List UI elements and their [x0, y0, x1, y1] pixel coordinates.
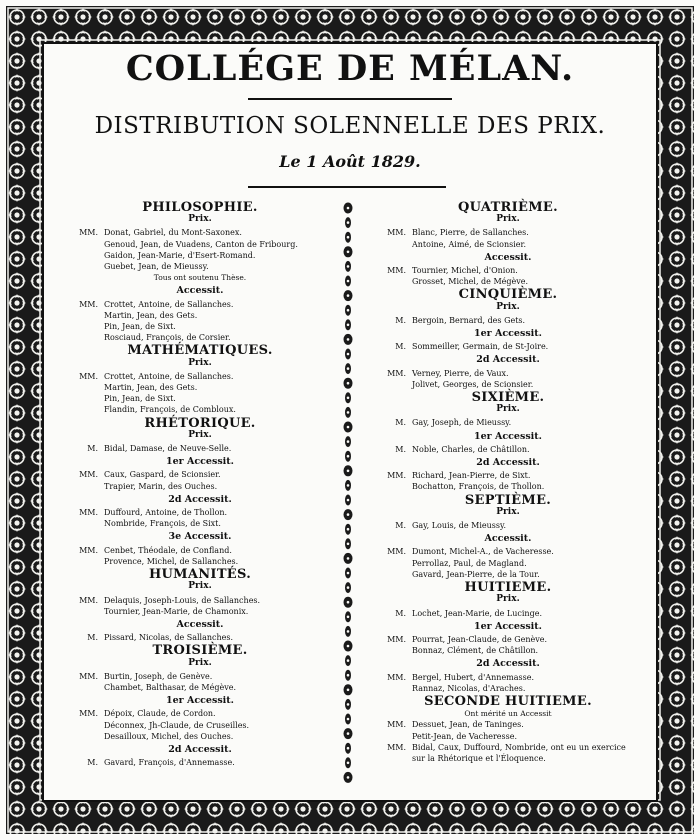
laureate-name: Gavard, Jean-Pierre, de la Tour. — [412, 569, 540, 579]
laureate-entry — [378, 520, 638, 531]
award-label: 2d Accessit. — [476, 658, 540, 670]
section-heading: HUMANITÉS. — [148, 567, 252, 583]
laureate-entry — [378, 569, 638, 580]
laureate-name: Dessuet, Jean, de Taninges. — [412, 720, 524, 730]
laureate-name: Bergoin, Bernard, des Gets. — [412, 315, 526, 325]
award-label: 1er Accessit. — [166, 456, 234, 468]
honorific — [378, 731, 412, 742]
award-label: Prix. — [188, 581, 212, 592]
award-label: 2d Accessit. — [476, 354, 540, 366]
divider-bead-dot — [347, 221, 350, 224]
section-heading: HUITIEME. — [464, 580, 552, 596]
honorific: MM. — [79, 709, 98, 719]
award-label: Prix. — [496, 214, 520, 225]
honorific — [378, 558, 412, 569]
divider-bead-dot — [347, 251, 350, 254]
honorific: MM. — [79, 508, 98, 518]
divider-bead-dot — [347, 630, 350, 633]
honorific: MM. — [387, 672, 406, 682]
laureate-entry — [70, 299, 330, 310]
honorific — [378, 481, 412, 492]
honorific: M. — [395, 418, 406, 428]
honorific: M. — [87, 633, 98, 643]
honorific — [70, 393, 104, 404]
divider-bead-dot — [347, 762, 350, 765]
laureate-entry — [378, 379, 638, 390]
honorific — [70, 606, 104, 617]
award-label: 3e Accessit. — [168, 531, 232, 543]
laureate-name: Petit-Jean, de Vacheresse. — [412, 731, 518, 741]
laureate-name: Desailloux, Michel, des Ouches. — [104, 731, 234, 741]
divider-bead-dot — [347, 397, 350, 400]
laureate-name: Genoud, Jean, de Vuadens, Canton de Fribourg. — [104, 239, 298, 249]
laureate-entry — [70, 239, 330, 250]
honorific — [70, 239, 104, 250]
laureate-name: Flandin, François, de Combloux. — [104, 405, 236, 415]
honorific: M. — [395, 444, 406, 454]
laureate-entry — [378, 672, 638, 683]
honorific — [70, 332, 104, 343]
honorific: MM. — [79, 470, 98, 480]
honorific: M. — [395, 608, 406, 618]
laureate-entry — [70, 731, 330, 742]
left-column — [70, 200, 330, 768]
honorific: MM. — [79, 371, 98, 381]
laureate-name: Crottet, Antoine, de Sallanches. — [104, 371, 234, 381]
laureate-name: Gay, Louis, de Mieussy. — [412, 521, 506, 531]
laureate-entry — [70, 469, 330, 480]
divider-bead-dot — [347, 470, 350, 473]
divider-bead-dot — [347, 732, 350, 735]
laureate-entry — [70, 310, 330, 321]
laureate-entry — [378, 315, 638, 326]
laureate-entry — [378, 444, 638, 455]
laureate-name: Martin, Jean, des Gets. — [104, 383, 198, 393]
award-label: Prix. — [496, 404, 520, 415]
laureate-entry — [70, 321, 330, 332]
laureate-name: Provence, Michel, de Sallanches. — [104, 556, 239, 566]
honorific — [378, 645, 412, 656]
divider-bead-dot — [347, 513, 350, 516]
divider-bead-dot — [347, 382, 350, 385]
laureate-name: Richard, Jean-Pierre, de Sixt. — [412, 471, 531, 481]
laureate-entry — [378, 368, 638, 379]
award-label: Prix. — [188, 357, 212, 368]
date-rule — [248, 186, 446, 188]
divider-bead-dot — [347, 572, 350, 575]
title-rule — [248, 98, 452, 100]
divider-bead-dot — [347, 440, 350, 443]
divider-bead-dot — [347, 411, 350, 414]
laureate-name: Pin, Jean, de Sixt. — [104, 394, 176, 404]
date-line — [0, 152, 700, 171]
divider-bead-dot — [347, 674, 350, 677]
laureate-entry — [378, 239, 638, 250]
laureate-name: Nombride, François, de Sixt. — [104, 519, 221, 529]
laureate-entry — [70, 227, 330, 238]
laureate-entry — [70, 545, 330, 556]
honorific — [70, 682, 104, 693]
laureate-name: Pourrat, Jean-Claude, de Genève. — [412, 634, 548, 644]
honorific — [378, 239, 412, 250]
laureate-name: Cenbet, Théodale, de Confland. — [104, 545, 232, 555]
award-label: Prix. — [496, 506, 520, 517]
divider-bead-dot — [347, 776, 350, 779]
divider-bead-dot — [347, 557, 350, 560]
column-divider-icon — [340, 200, 356, 790]
award-note: Tous ont soutenu Thèse. — [153, 273, 247, 283]
divider-bead-dot — [347, 426, 350, 429]
honorific: MM. — [387, 228, 406, 238]
honorific: M. — [87, 758, 98, 768]
laureate-entry — [70, 382, 330, 393]
laureate-name: Lochet, Jean-Marie, de Lucinge. — [412, 608, 542, 618]
laureate-name: Perrollaz, Paul, de Magland. — [412, 558, 527, 568]
laureate-name: Gay, Joseph, de Mieussy. — [412, 418, 512, 428]
laureate-name: Tournier, Jean-Marie, de Chamonix. — [104, 606, 249, 616]
honorific — [70, 720, 104, 731]
laureate-entry — [378, 276, 638, 287]
laureate-name: Delaquis, Joseph-Louis, de Sallanches. — [104, 595, 261, 605]
honorific — [70, 321, 104, 332]
laureate-entry — [378, 417, 638, 428]
laureate-entry — [70, 671, 330, 682]
laureate-entry — [70, 404, 330, 415]
honorific — [70, 250, 104, 261]
award-label: Prix. — [188, 657, 212, 668]
honorific — [378, 569, 412, 580]
honorific: MM. — [387, 742, 406, 752]
laureate-name: Bidal, Damase, de Neuve-Selle. — [104, 444, 232, 454]
laureate-entry — [70, 556, 330, 567]
laureate-entry — [378, 742, 638, 764]
laureate-entry — [378, 227, 638, 238]
section-heading: PHILOSOPHIE. — [142, 200, 258, 215]
award-label: Prix. — [496, 594, 520, 605]
honorific: MM. — [387, 547, 406, 557]
laureate-entry — [70, 682, 330, 693]
award-label: Prix. — [496, 301, 520, 312]
section-heading: RHÉTORIQUE. — [144, 415, 256, 431]
laureate-name: Bonnaz, Clément, de Châtillon. — [412, 646, 539, 656]
laureate-entry — [70, 371, 330, 382]
honorific: M. — [395, 521, 406, 531]
award-label: Accessit. — [484, 533, 532, 545]
honorific — [378, 379, 412, 390]
laureate-entry — [70, 595, 330, 606]
laureate-entry — [70, 720, 330, 731]
laureate-name: Antoine, Aimé, de Scionsier. — [412, 239, 527, 249]
laureate-name: Donat, Gabriel, du Mont-Saxonex. — [104, 228, 242, 238]
laureate-entry — [70, 481, 330, 492]
page-subtitle: DISTRIBUTION SOLENNELLE DES PRIX. — [94, 113, 606, 139]
laureate-name: Bidal, Caux, Duffourd, Nombride, ont eu un exercice sur la Rhétorique et l'Éloquence. — [412, 742, 626, 763]
divider-bead-dot — [347, 207, 350, 210]
laureate-name: Tournier, Michel, d'Onion. — [412, 266, 518, 276]
divider-bead-dot — [347, 703, 350, 706]
laureate-entry — [70, 393, 330, 404]
honorific — [378, 276, 412, 287]
laureate-entry — [378, 645, 638, 656]
section-heading: MATHÉMATIQUES. — [127, 343, 273, 359]
divider-bead-dot — [347, 689, 350, 692]
laureate-name: Dépoix, Claude, de Cordon. — [104, 709, 216, 719]
laureate-entry — [70, 443, 330, 454]
award-label: Ont mérité un Accessit — [464, 709, 552, 719]
section-heading: TROISIÈME. — [152, 643, 248, 659]
laureate-entry — [378, 634, 638, 645]
divider-bead-dot — [347, 601, 350, 604]
honorific — [70, 518, 104, 529]
award-label: 2d Accessit. — [168, 493, 232, 505]
laureate-entry — [378, 481, 638, 492]
honorific: MM. — [387, 368, 406, 378]
award-label: Prix. — [188, 429, 212, 440]
divider-bead-dot — [347, 309, 350, 312]
laureate-entry — [70, 332, 330, 343]
laureate-name: Bergel, Hubert, d'Annemasse. — [412, 672, 535, 682]
award-label: Prix. — [188, 214, 212, 225]
award-label: Accessit. — [484, 251, 532, 263]
divider-bead-dot — [347, 280, 350, 283]
divider-bead-dot — [347, 338, 350, 341]
divider-bead-dot — [347, 543, 350, 546]
laureate-entry — [70, 250, 330, 261]
honorific — [70, 310, 104, 321]
laureate-name: Caux, Gaspard, de Scionsier. — [104, 470, 221, 480]
honorific — [70, 382, 104, 393]
honorific — [70, 731, 104, 742]
section-heading: SECONDE HUITIEME. — [424, 693, 592, 709]
laureate-entry — [70, 757, 330, 768]
award-label: 1er Accessit. — [474, 328, 542, 340]
section-heading: SIXIÈME. — [471, 390, 545, 406]
laureate-name: Crottet, Antoine, de Sallanches. — [104, 299, 234, 309]
award-label: 1er Accessit. — [166, 695, 234, 707]
divider-bead-dot — [347, 484, 350, 487]
honorific: MM. — [387, 266, 406, 276]
laureate-name: Blanc, Pierre, de Sallanches. — [412, 228, 529, 238]
laureate-name: Rosciaud, François, de Corsier. — [104, 333, 231, 343]
laureate-name: Chambet, Balthasar, de Mégève. — [104, 682, 237, 692]
divider-bead-dot — [347, 747, 350, 750]
divider-bead-dot — [347, 367, 350, 370]
laureate-name: Grosset, Michel, de Mégève. — [412, 277, 529, 287]
laureate-entry — [70, 507, 330, 518]
honorific: MM. — [387, 634, 406, 644]
divider-bead-dot — [347, 645, 350, 648]
laureate-entry — [378, 608, 638, 619]
laureate-entry — [70, 708, 330, 719]
award-label: Accessit. — [176, 618, 224, 630]
laureate-entry — [378, 546, 638, 557]
laureate-name: Trapier, Marin, des Ouches. — [104, 481, 218, 491]
laureate-entry — [70, 261, 330, 272]
award-label: Accessit. — [176, 285, 224, 297]
right-column — [378, 200, 638, 764]
laureate-name: Rannaz, Nicolas, d'Araches. — [412, 683, 526, 693]
laureate-name: Pissard, Nicolas, de Sallanches. — [104, 633, 234, 643]
divider-bead-dot — [347, 659, 350, 662]
section-heading: QUATRIÈME. — [458, 200, 558, 215]
laureate-name: Dumont, Michel-A., de Vacheresse. — [412, 547, 554, 557]
honorific: MM. — [79, 299, 98, 309]
date-text: Le 1 Août 1829. — [279, 152, 421, 171]
award-label: 2d Accessit. — [476, 457, 540, 469]
laureate-name: Martin, Jean, des Gets. — [104, 310, 198, 320]
divider-bead-dot — [347, 586, 350, 589]
award-label: 1er Accessit. — [474, 430, 542, 442]
laureate-entry — [378, 719, 638, 730]
divider-bead-dot — [347, 718, 350, 721]
honorific: MM. — [79, 595, 98, 605]
divider-bead-dot — [347, 455, 350, 458]
honorific — [70, 556, 104, 567]
divider-bead-dot — [347, 265, 350, 268]
honorific: MM. — [79, 228, 98, 238]
honorific: M. — [395, 315, 406, 325]
honorific — [70, 404, 104, 415]
honorific: M. — [395, 342, 406, 352]
section-heading: CINQUIÈME. — [458, 287, 558, 303]
honorific: MM. — [79, 671, 98, 681]
laureate-name: Gavard, François, d'Annemasse. — [104, 758, 235, 768]
laureate-name: Noble, Charles, de Châtillon. — [412, 444, 530, 454]
laureate-name: Pin, Jean, de Sixt. — [104, 322, 176, 332]
honorific: MM. — [387, 720, 406, 730]
laureate-name: Gaidon, Jean-Marie, d'Esert-Romand. — [104, 250, 256, 260]
award-label: 1er Accessit. — [474, 620, 542, 632]
laureate-entry — [378, 265, 638, 276]
laureate-name: Burtin, Joseph, de Genève. — [104, 671, 213, 681]
laureate-entry — [378, 558, 638, 569]
divider-bead-dot — [347, 294, 350, 297]
honorific — [70, 481, 104, 492]
divider-bead-dot — [347, 236, 350, 239]
laureate-name: Duffourd, Antoine, de Thollon. — [104, 508, 228, 518]
divider-bead-dot — [347, 499, 350, 502]
laureate-name: Sommeiller, Germain, de St-Joire. — [412, 342, 549, 352]
divider-bead-dot — [347, 616, 350, 619]
honorific — [70, 261, 104, 272]
laureate-entry — [70, 632, 330, 643]
divider-bead-dot — [347, 324, 350, 327]
divider-bead-dot — [347, 353, 350, 356]
honorific: MM. — [387, 471, 406, 481]
laureate-entry — [70, 518, 330, 529]
divider-bead-dot — [347, 528, 350, 531]
laureate-name: Jolivet, Georges, de Scionsier. — [412, 379, 534, 389]
laureate-entry — [378, 731, 638, 742]
laureate-entry — [378, 683, 638, 694]
laureate-name: Guebet, Jean, de Mieussy. — [104, 262, 209, 272]
award-label: 2d Accessit. — [168, 743, 232, 755]
laureate-entry — [70, 606, 330, 617]
honorific: M. — [87, 444, 98, 454]
page-title: COLLÉGE DE MÉLAN. — [125, 48, 575, 89]
section-heading: SEPTIÈME. — [464, 492, 552, 508]
honorific — [378, 683, 412, 694]
laureate-entry — [378, 341, 638, 352]
honorific: MM. — [79, 545, 98, 555]
laureate-name: Bochatton, François, de Thollon. — [412, 482, 545, 492]
laureate-name: Verney, Pierre, de Vaux. — [412, 368, 509, 378]
laureate-entry — [378, 470, 638, 481]
laureate-name: Déconnex, Jh-Claude, de Cruseilles. — [104, 720, 250, 730]
